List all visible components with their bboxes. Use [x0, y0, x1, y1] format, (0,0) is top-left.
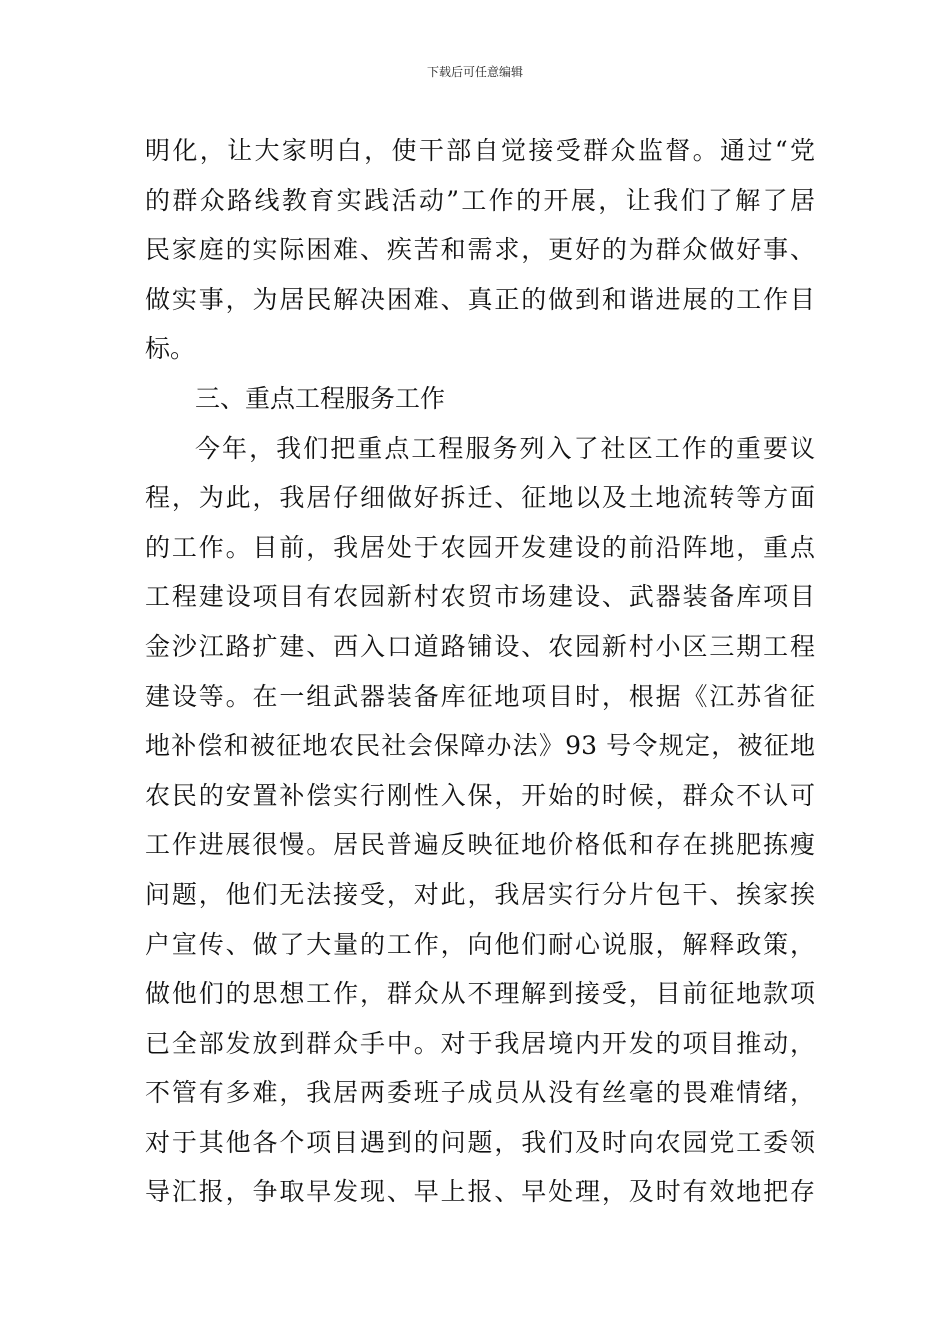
text-line: 户宣传、做了大量的工作，向他们耐心说服，解释政策，	[145, 929, 815, 959]
text-line: 金沙江路扩建、西入口道路铺设、农园新村小区三期工程	[145, 631, 815, 661]
text-line: 做实事，为居民解决困难、真正的做到和谐进展的工作目	[145, 284, 815, 314]
text-line: 程，为此，我居仔细做好拆迁、征地以及土地流转等方面	[145, 483, 815, 513]
text-line: 的工作。目前，我居处于农园开发建设的前沿阵地，重点	[145, 532, 815, 562]
text-line: 地补偿和被征地农民社会保障办法》93 号令规定，被征地	[145, 731, 815, 761]
text-line: 农民的安置补偿实行刚性入保，开始的时候，群众不认可	[145, 780, 815, 810]
section-heading-text: 三、重点工程服务工作	[195, 383, 446, 413]
text-line: 问题，他们无法接受，对此，我居实行分片包干、挨家挨	[145, 879, 815, 909]
text-line: 今年，我们把重点工程服务列入了社区工作的重要议	[195, 433, 815, 463]
text-line: 的群众路线教育实践活动”工作的开展，让我们了解了居	[145, 185, 815, 215]
text-line: 工作进展很慢。居民普遍反映征地价格低和存在挑肥拣瘦	[145, 830, 815, 860]
text-line: 不管有多难，我居两委班子成员从没有丝毫的畏难情绪，	[145, 1078, 815, 1108]
text-line: 对于其他各个项目遇到的问题，我们及时向农园党工委领	[145, 1127, 815, 1157]
text-line: 标。	[145, 334, 196, 364]
page-header: 下载后可任意编辑	[426, 65, 523, 79]
text-line: 做他们的思想工作，群众从不理解到接受，目前征地款项	[145, 979, 815, 1009]
text-line: 民家庭的实际困难、疾苦和需求，更好的为群众做好事、	[145, 235, 815, 265]
text-line: 明化，让大家明白，使干部自觉接受群众监督。通过“党	[145, 136, 815, 165]
section-heading	[145, 374, 815, 424]
text-line: 工程建设项目有农园新村农贸市场建设、武器装备库项目	[145, 582, 815, 612]
text-line: 已全部发放到群众手中。对于我居境内开发的项目推动，	[145, 1028, 815, 1058]
paragraph	[145, 424, 815, 1218]
text-line: 建设等。在一组武器装备库征地项目时，根据《江苏省征	[145, 681, 815, 711]
document-body	[145, 126, 815, 1217]
text-line: 导汇报，争取早发现、早上报、早处理，及时有效地把存	[145, 1177, 815, 1207]
paragraph	[145, 126, 815, 374]
